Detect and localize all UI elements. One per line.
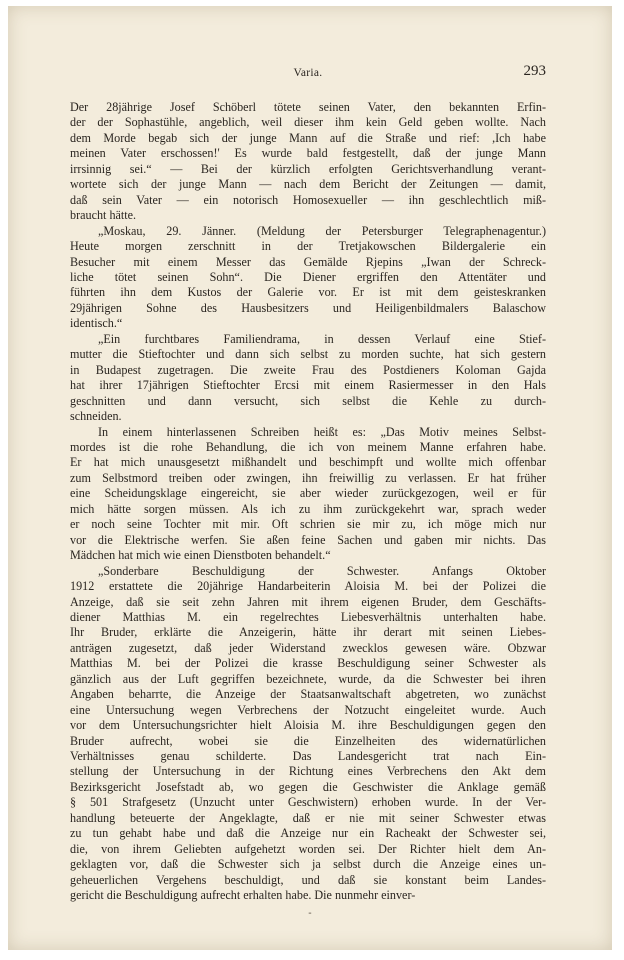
text-line: stellung der Untersuchung in der Richtung eines Verbrechens den Akt dem [70,764,546,779]
text-line: „Moskau, 29. Jänner. (Meldung der Petersburger Telegraphenagentur.) [98,223,546,238]
text-line: gänzlich aus der Luft gegriffen bezeichnete, wurde, da die Schwester bei ihren [70,671,546,686]
text-line: „Sonderbare Beschuldigung der Schwester. Anfangs Oktober [98,563,546,578]
text-line: § 501 Strafgesetz (Unzucht unter Geschwistern) erhoben wurde. In der Ver- [70,795,546,810]
footer-mark: - [308,908,312,919]
text-line: Ihr Bruder, erklärte die Anzeigerin, hätte ihr derart mit seinen Liebes- [70,625,546,640]
text-line: mutter die Stieftochter und dann sich selbst zu morden suchte, hat sich gestern [70,347,546,362]
text-line: dem Morde begab sich der junge Mann auf die Straße und rief: ,Ich habe [70,130,546,145]
paragraph [70,564,546,904]
text-line: diener Matthias M. ein regelrechtes Liebesverhältnis unterhalten habe. [70,609,546,624]
body-text [70,100,546,904]
text-line: daß sein Vater — ein notorisch Homosexueller — ihn geschlechtlich miß- [70,192,546,207]
text-line: mordes ist die rohe Behandlung, die ich von meinem Manne erfahren habe. [70,439,546,454]
text-line: Angaben beharrte, die Anzeige der Staatsanwaltschaft abgetreten, wo zunächst [70,687,546,702]
text-line: führten ihn dem Kustos der Galerie vor. Er ist mit dem geisteskranken [70,285,546,300]
text-line: mich hätte sorgen müssen. Als ich zu ihm zurückgekehrt war, sprach weder [70,501,546,516]
text-line: geklagten vor, daß die Schwester sich ja selbst durch die Anzeige eines un- [70,857,546,872]
text-line: wortete sich der junge Mann — nach dem Bericht der Zeitungen — damit, [70,177,546,192]
text-line: vor die Elektrische werfen. Sie aßen feine Sachen und gaben mir nichts. Das [70,532,546,547]
text-line: in Budapest zugetragen. Die zweite Frau des Postdieners Koloman Gajda [70,362,546,377]
running-header [70,58,546,78]
text-line: irrsinnig sei.“ — Bei der kürzlich erfolgten Gerichtsverhandlung verant- [70,161,546,176]
text-line: Er hat mich unausgesetzt mißhandelt und beschimpft und wollte mich offenbar [70,455,546,470]
text-line: meinen Vater erschossen!' Es wurde bald festgestellt, daß der junge Mann [70,146,546,161]
text-line: Anzeige, daß sie seit zehn Jahren mit ihrem eigenen Bruder, dem Geschäfts- [70,594,546,609]
page-number: 293 [523,63,546,79]
text-line: 1912 erstattete die 20jährige Handarbeiterin Aloisia M. bei der Polizei die [70,579,546,594]
text-line: eine Scheidungsklage eingereicht, sie aber wieder zurückgezogen, weil er für [70,486,546,501]
text-line: anträgen zugesetzt, daß jeder Widerstand zwecklos gewesen wäre. Obzwar [70,640,546,655]
text-line: Matthias M. bei der Polizei die krasse Beschuldigung seiner Schwester als [70,656,546,671]
text-line: vor dem Untersuchungsrichter hielt Aloisia M. ihre Beschuldigungen gegen den [70,718,546,733]
text-line: Bezirksgericht Josefstadt ab, wo gegen die Geschwister die Anklage gemäß [70,779,546,794]
text-line: Mädchen hat mich wie einen Dienstboten behandelt.“ [70,548,331,563]
text-line: identisch.“ [70,316,123,331]
text-line: geheuerlichen Vergehens beschuldigt, und daß sie konstant beim Landes- [70,872,546,887]
paragraph [70,332,546,425]
text-line: Der 28jährige Josef Schöberl tötete seinen Vater, den bekannten Erfin- [70,100,546,114]
text-line: Bruder aufrecht, wobei sie die Einzelheiten des widernatürlichen [70,733,546,748]
paragraph [70,224,546,332]
paragraph [70,425,546,564]
text-line: liche tötet seinen Sohn“. Die Diener ergriffen den Attentäter und [70,269,546,284]
page-body [70,58,546,904]
scanned-page [8,6,612,950]
text-line: eine Untersuchung wegen Verbrechens der Notzucht eingeleitet wurde. Auch [70,702,546,717]
text-line: 29jährigen Sohne des Hausbesitzers und Heiligenbildmalers Balaschow [70,300,546,315]
text-line: geschnitten und dann versucht, sich selbst die Kehle zu durch- [70,393,546,408]
text-line: schneiden. [70,409,122,424]
text-line: zum Selbstmord treiben oder zwingen, ihn freiwillig zu verlassen. Er hat früher [70,470,546,485]
text-line: „Ein furchtbares Familiendrama, in dessen Verlauf eine Stief- [98,331,546,346]
paragraph [70,100,546,224]
text-line: hat ihrer 17jährigen Stieftochter Ercsi mit einem Rasiermesser in den Hals [70,378,546,393]
text-line: zu tun gehabt habe und daß die Anzeige nur ein Racheakt der Schwester sei, [70,826,546,841]
text-line: Heute morgen zerschnitt in der Tretjakowschen Bildergalerie ein [70,239,546,254]
text-line: gericht die Beschuldigung aufrecht erhalten habe. Die nunmehr einver- [70,888,416,903]
running-title: Varia. [293,67,323,79]
text-line: Verhältnisses genau schilderte. Das Landesgericht trat nach Ein- [70,749,546,764]
text-line: die, von ihrem Geliebten aufgehetzt worden sei. Der Richter hielt dem An- [70,841,546,856]
text-line: handlung beteuerte der Angeklagte, daß er nie mit seiner Schwester etwas [70,810,546,825]
text-line: Besucher mit einem Messer das Gemälde Rjepins „Iwan der Schreck- [70,254,546,269]
text-line: er noch seine Tochter mit mir. Oft schrien sie mir zu, ich möge mich nur [70,517,546,532]
text-line: braucht hätte. [70,208,137,223]
text-line: der der Sophastühle, angeblich, weil dieser ihm kein Geld geben wollte. Nach [70,115,546,130]
text-line: In einem hinterlassenen Schreiben heißt es: „Das Motiv meines Selbst- [98,424,546,439]
